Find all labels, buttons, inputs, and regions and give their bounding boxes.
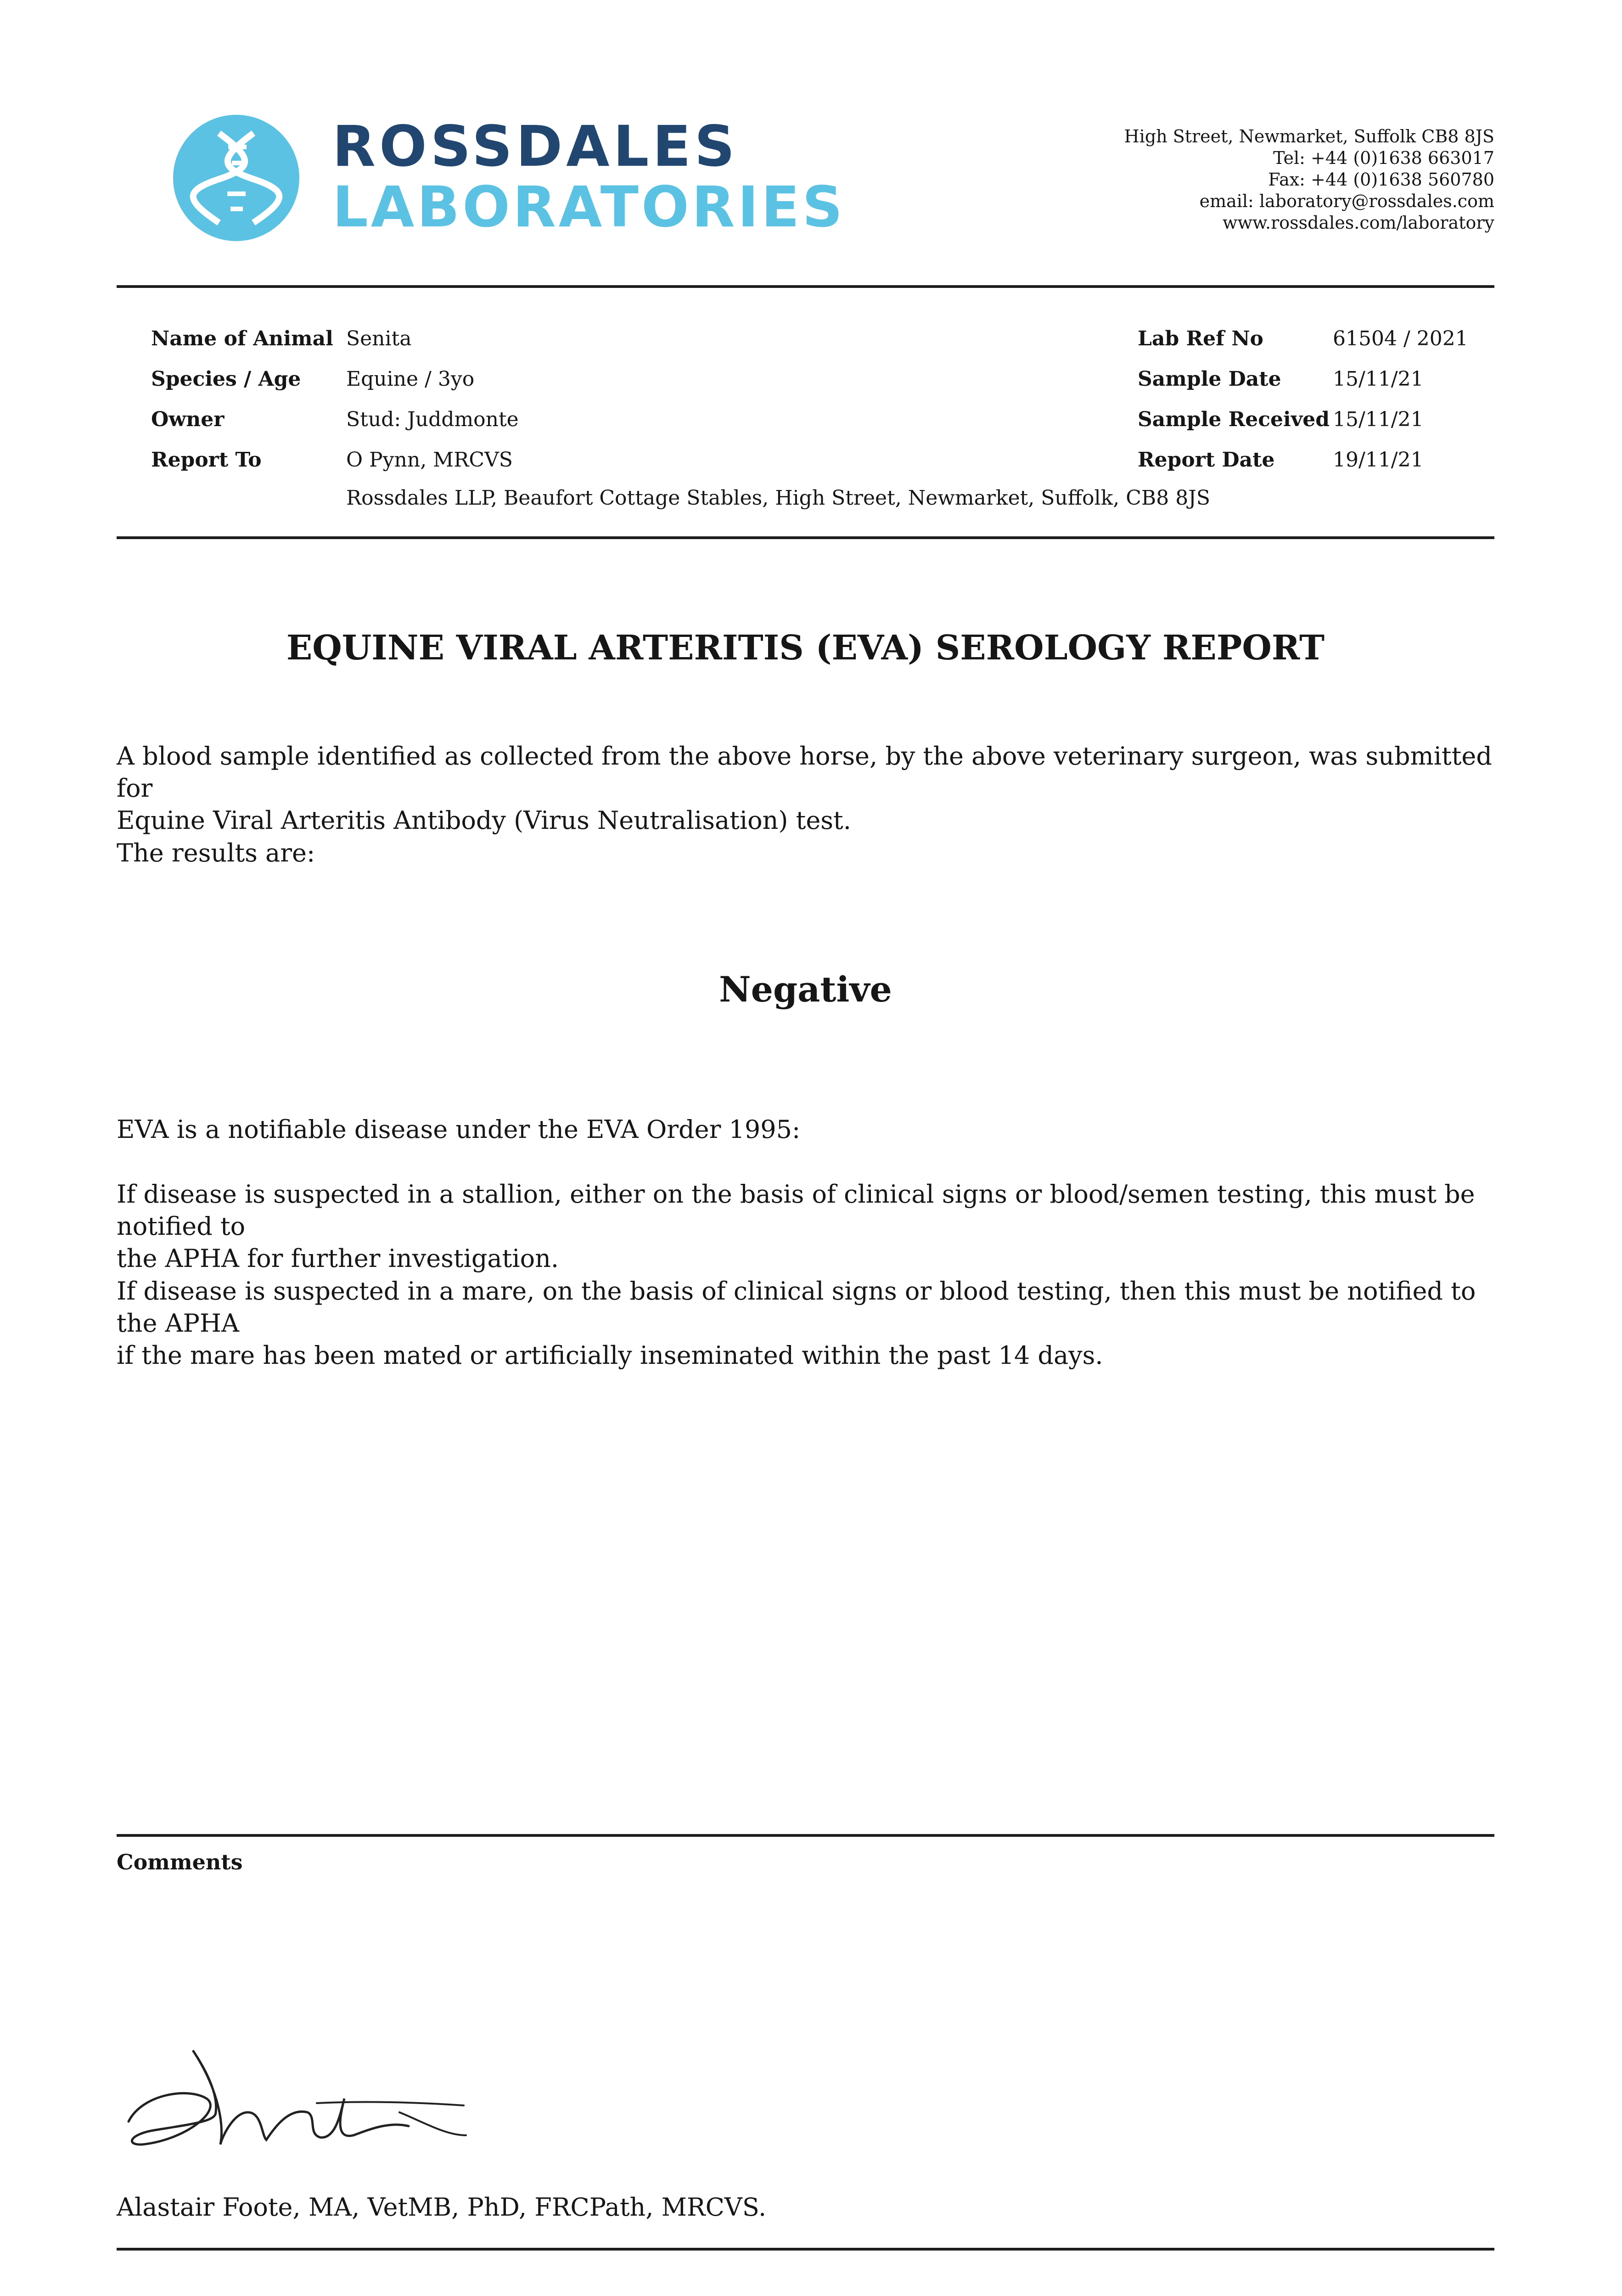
signature-image bbox=[124, 2043, 473, 2163]
intro-paragraph bbox=[117, 740, 1494, 837]
details-divider bbox=[117, 536, 1494, 539]
report-date-label: Report Date bbox=[1138, 448, 1275, 472]
stallion-line: the APHA for further investigation. bbox=[117, 1244, 559, 1273]
header-divider bbox=[117, 285, 1494, 288]
lab-ref-value: 61504 / 2021 bbox=[1333, 327, 1468, 350]
intro-line: A blood sample identified as collected from the above horse, by the above veterinary surgeon, was submitted for bbox=[117, 742, 1492, 803]
species-age-label: Species / Age bbox=[151, 367, 301, 391]
signatory-name: Alastair Foote, MA, VetMB, PhD, FRCPath, MRCVS. bbox=[117, 2193, 767, 2222]
comments-divider bbox=[117, 1834, 1494, 1837]
report-to-label: Report To bbox=[151, 448, 262, 472]
lab-logo-icon bbox=[173, 115, 299, 241]
report-date-value: 19/11/21 bbox=[1333, 448, 1424, 472]
lab-email: email: laboratory@rossdales.com bbox=[1199, 191, 1494, 211]
species-age-value: Equine / 3yo bbox=[346, 367, 475, 391]
name-of-animal-value: Senita bbox=[346, 327, 412, 350]
comments-heading: Comments bbox=[117, 1850, 243, 1874]
sample-received-value: 15/11/21 bbox=[1333, 408, 1424, 431]
report-to-address: Rossdales LLP, Beaufort Cottage Stables, High Street, Newmarket, Suffolk, CB8 8JS bbox=[346, 486, 1210, 510]
dna-helix-icon bbox=[173, 115, 299, 241]
mare-paragraph bbox=[117, 1275, 1494, 1372]
lab-ref-label: Lab Ref No bbox=[1138, 327, 1263, 350]
lab-website: www.rossdales.com/laboratory bbox=[1222, 213, 1494, 233]
results-label: The results are: bbox=[117, 838, 315, 867]
mare-line: If disease is suspected in a mare, on the basis of clinical signs or blood testing, then this must be notified to the APHA bbox=[117, 1277, 1476, 1338]
footer-divider bbox=[117, 2248, 1494, 2251]
notifiable-notice: EVA is a notifiable disease under the EVA Order 1995: bbox=[117, 1115, 801, 1144]
owner-label: Owner bbox=[151, 408, 224, 431]
lab-tel: Tel: +44 (0)1638 663017 bbox=[1273, 148, 1494, 168]
name-of-animal-label: Name of Animal bbox=[151, 327, 333, 350]
stallion-line: If disease is suspected in a stallion, either on the basis of clinical signs or blood/semen testing, this must be notified to bbox=[117, 1180, 1475, 1241]
lab-name-secondary: LABORATORIES bbox=[332, 174, 846, 240]
report-title: EQUINE VIRAL ARTERITIS (EVA) SEROLOGY REPORT bbox=[286, 628, 1325, 668]
stallion-paragraph bbox=[117, 1178, 1494, 1275]
owner-value: Stud: Juddmonte bbox=[346, 408, 519, 431]
report-to-value: O Pynn, MRCVS bbox=[346, 448, 513, 472]
intro-line: Equine Viral Arteritis Antibody (Virus Neutralisation) test. bbox=[117, 806, 851, 835]
mare-line: if the mare has been mated or artificially inseminated within the past 14 days. bbox=[117, 1341, 1103, 1370]
sample-received-label: Sample Received bbox=[1138, 408, 1330, 431]
sample-date-value: 15/11/21 bbox=[1333, 367, 1424, 391]
sample-date-label: Sample Date bbox=[1138, 367, 1281, 391]
lab-name-primary: ROSSDALES bbox=[332, 114, 739, 179]
lab-contact-block bbox=[1124, 126, 1494, 234]
lab-address: High Street, Newmarket, Suffolk CB8 8JS bbox=[1124, 126, 1494, 146]
lab-fax: Fax: +44 (0)1638 560780 bbox=[1268, 169, 1494, 190]
test-result: Negative bbox=[719, 969, 892, 1010]
